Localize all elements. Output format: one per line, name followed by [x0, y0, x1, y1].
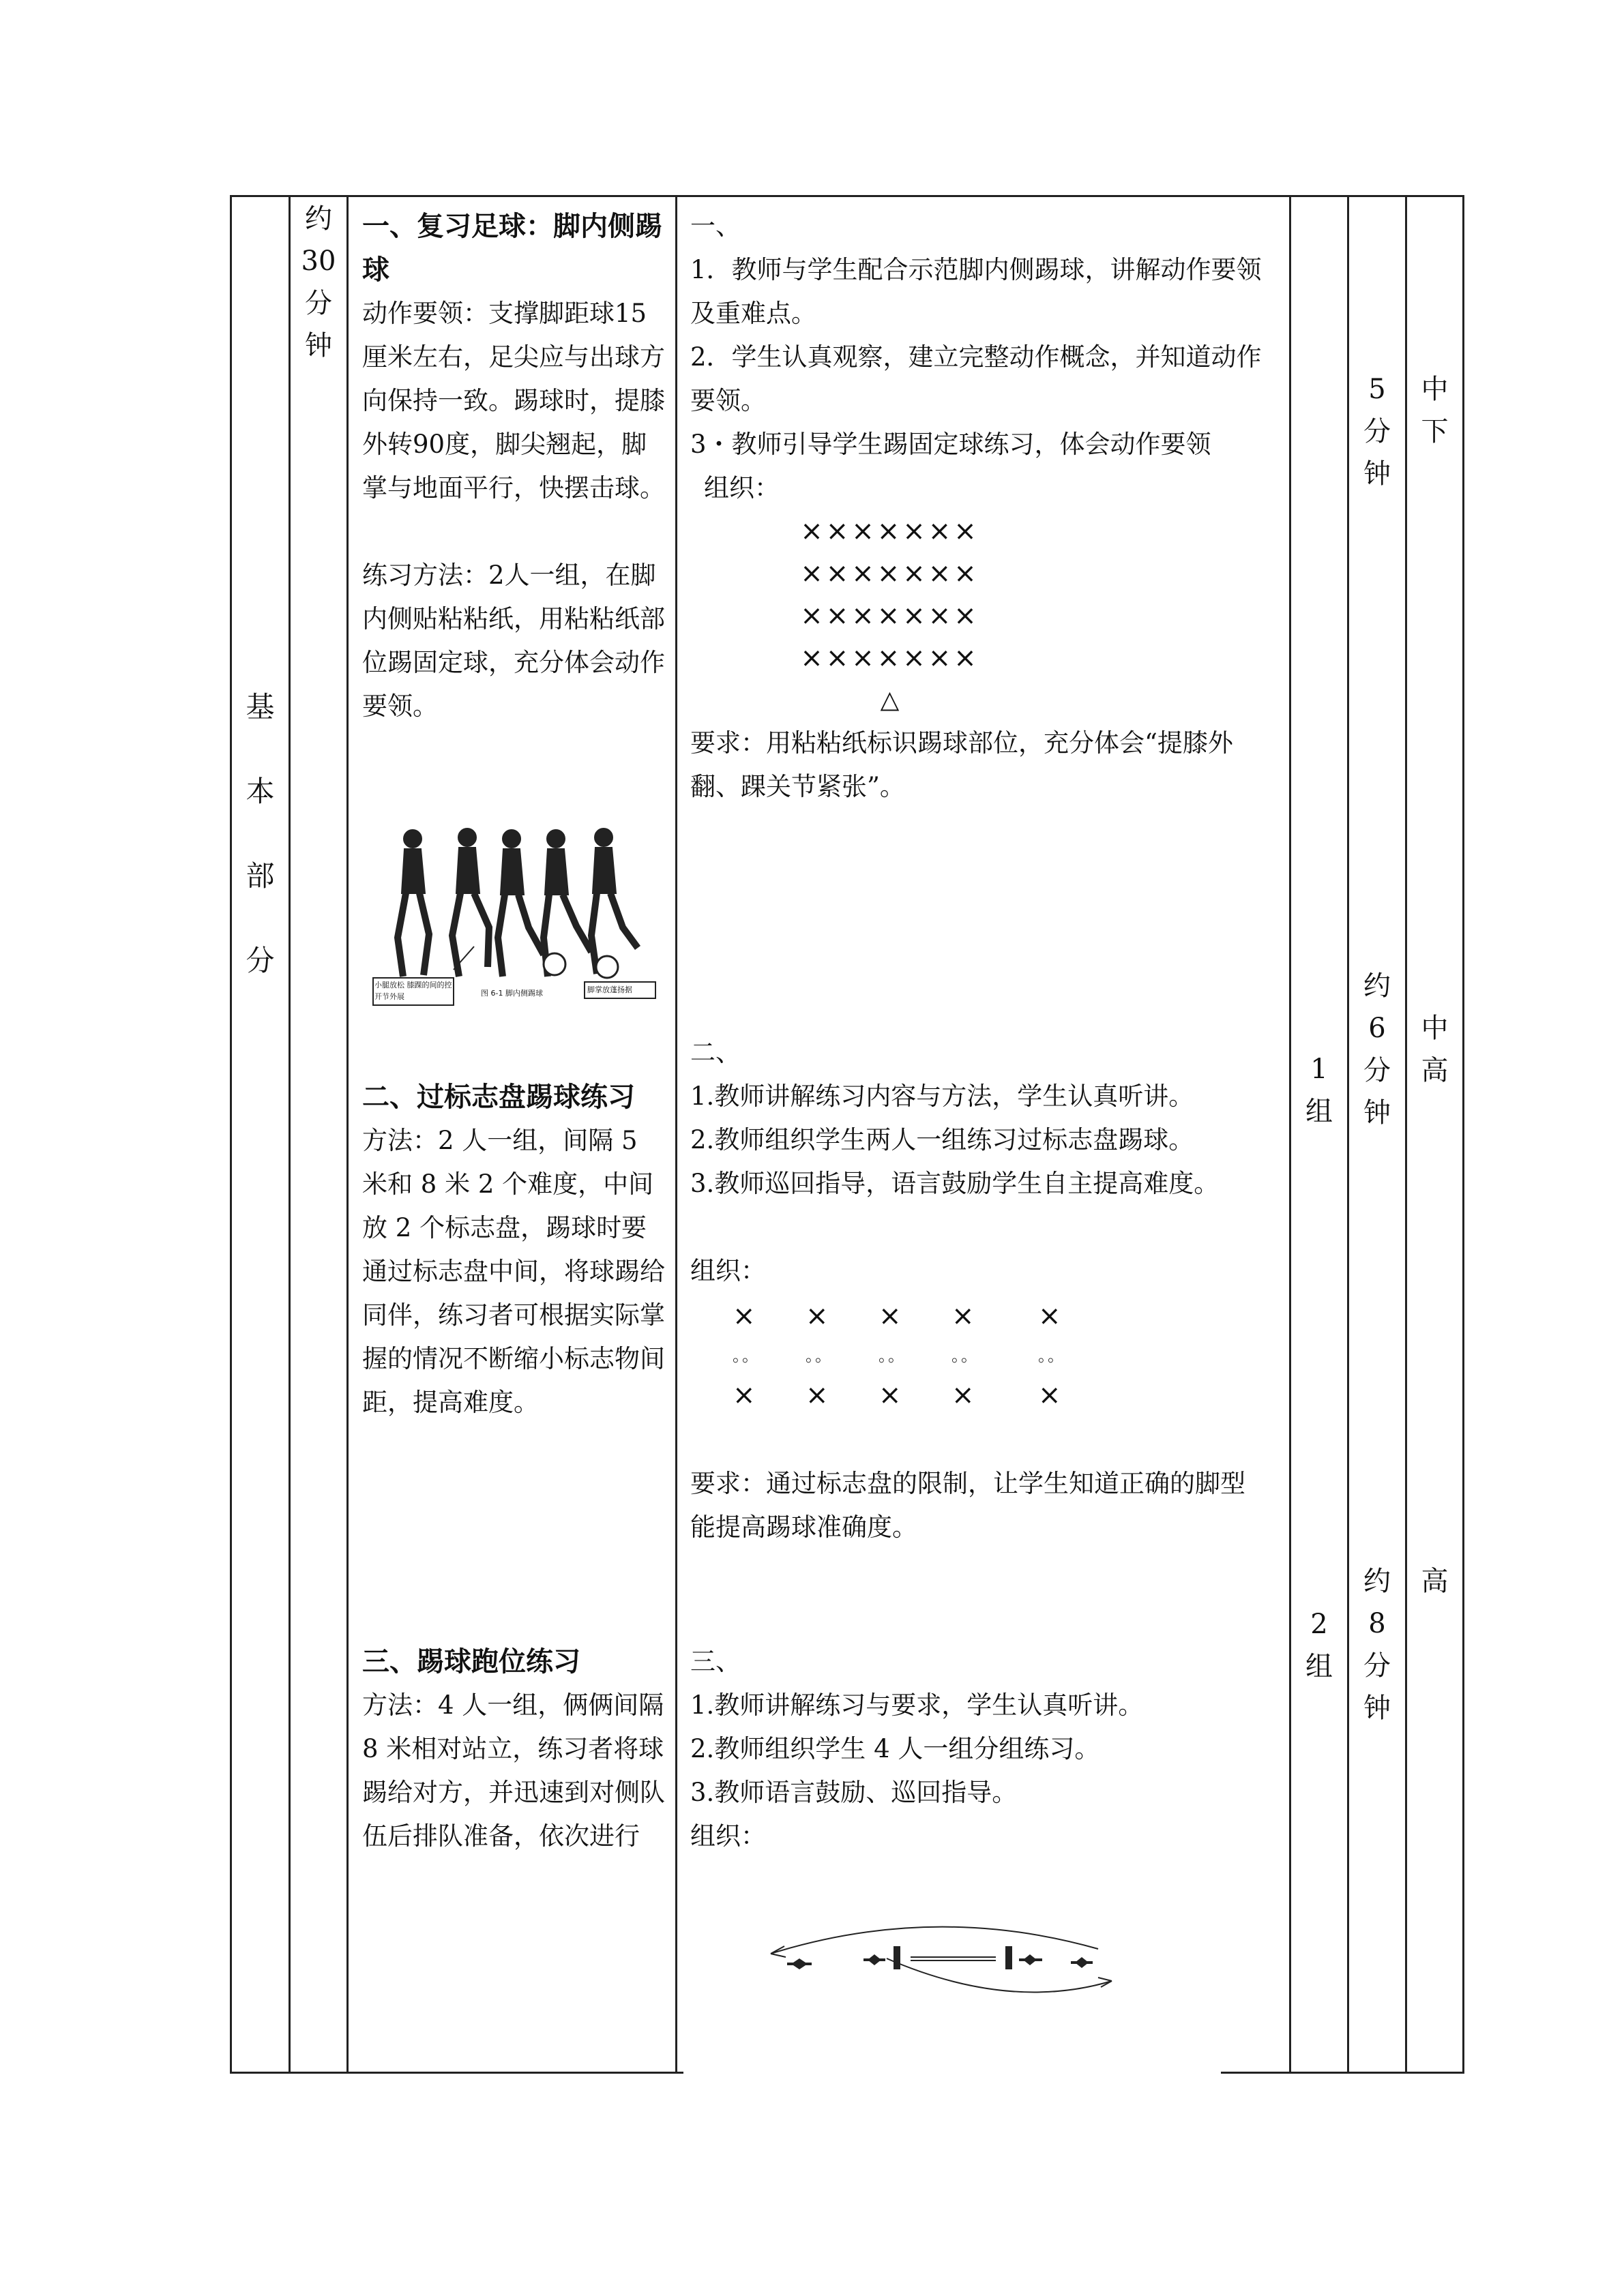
s1-title: 一、: [690, 211, 741, 241]
section-label: [232, 665, 289, 1003]
photo-caption-right: 脚掌放蓬扬据: [587, 985, 632, 994]
col-border-3: [346, 195, 349, 2074]
intensity-char: 高: [1421, 1055, 1449, 1086]
intensity-char: 中: [1421, 374, 1449, 405]
formation-row: ×××××××: [800, 642, 979, 674]
s3-org: 组织：: [690, 1821, 766, 1851]
section-label-char: 本: [246, 775, 275, 808]
teacher-marker: △: [880, 686, 900, 714]
duration-char: 分: [1363, 1650, 1391, 1682]
time-label-char: 约: [305, 203, 332, 235]
methods-section-2: [690, 1031, 1270, 1549]
photo-caption-left: 小腿放松 膝踝的间的控开节外展: [374, 981, 452, 1001]
group-number: 1: [1310, 1054, 1328, 1085]
content-part3: [362, 1640, 666, 1858]
player-mark: ×: [1038, 1380, 1061, 1411]
duration-1: [1349, 368, 1405, 495]
time-label-char: 分: [305, 288, 332, 319]
part1-title: 一、复习足球：脚内侧踢球: [362, 210, 662, 286]
duration-2: [1349, 965, 1405, 1134]
duration-char: 8: [1368, 1608, 1386, 1639]
run-drill-svg: [764, 1903, 1119, 1998]
intensity-char: 高: [1421, 1566, 1449, 1597]
formation-row: ×××××××: [800, 558, 979, 589]
intensity-1: [1407, 368, 1462, 453]
intensity-char: 中: [1421, 1013, 1449, 1044]
group-number: 2: [1310, 1609, 1328, 1640]
col-border-7: [1405, 195, 1407, 2074]
part1-method: 练习方法：2人一组，在脚内侧贴粘粘纸，用粘粘纸部位踢固定球，充分体会动作要领。: [362, 561, 665, 721]
duration-char: 分: [1363, 416, 1391, 447]
section-label-char: 部: [246, 859, 275, 893]
part2-method: 方法：2 人一组，间隔 5 米和 8 米 2 个难度，中间放 2 个标志盘，踢球时要通过标志盘中间，将球踢给同伴，练习者可根据实际掌握的情况不断缩小标志物间距，提高难度。: [362, 1126, 665, 1417]
duration-char: 6: [1368, 1013, 1386, 1044]
kick-illustration: [372, 818, 658, 1013]
s3-item: 1.教师讲解练习与要求，学生认真听讲。: [690, 1690, 1144, 1720]
photo-caption-mid: 图 6-1 脚内侧踢球: [481, 989, 543, 998]
intensity-char: 下: [1421, 416, 1449, 447]
col-border-4: [675, 195, 677, 2074]
s3-item: 2.教师组织学生 4 人一组分组练习。: [690, 1734, 1100, 1763]
col-border-8: [1462, 195, 1464, 2074]
duration-char: 约: [1363, 970, 1391, 1002]
player-mark: ×: [806, 1300, 829, 1332]
player-mark: ×: [951, 1380, 975, 1411]
part3-method: 方法：4 人一组，俩俩间隔 8 米相对站立，练习者将球踢给对方，并迅速到对侧队伍后排队准备，依次进行: [362, 1690, 665, 1851]
content-part2: [362, 1075, 666, 1425]
formation-2-row-bottom: [690, 1372, 1270, 1418]
player-mark: ×: [951, 1300, 975, 1332]
group-unit: 组: [1305, 1651, 1333, 1682]
run-drill-diagram: [764, 1903, 1119, 1998]
part2-title: 二、过标志盘踢球练习: [362, 1081, 635, 1113]
s1-item: 1．教师与学生配合示范脚内侧踢球，讲解动作要领及重难点。: [690, 255, 1262, 328]
s3-item: 3.教师语言鼓励、巡回指导。: [690, 1778, 1018, 1807]
s2-title: 二、: [690, 1038, 741, 1067]
s1-require: 要求：用粘粘纸标识踢球部位，充分体会“提膝外翻、踝关节紧张”。: [690, 728, 1233, 801]
duration-char: 钟: [1363, 1097, 1391, 1129]
section-label-char: 分: [246, 944, 275, 977]
methods-section-1: [690, 205, 1270, 809]
duration-3: [1349, 1560, 1405, 1729]
content-column: [362, 205, 666, 728]
duration-char: 钟: [1363, 458, 1391, 490]
s1-org: 组织：: [704, 473, 780, 503]
duration-char: 钟: [1363, 1693, 1391, 1724]
formation-row: ×××××××: [800, 600, 979, 631]
time-label-char: 钟: [305, 330, 332, 361]
player-mark: ×: [733, 1380, 756, 1411]
col-border-5: [1289, 195, 1291, 2074]
cone-mark: 。。: [879, 1346, 906, 1365]
player-mark: ×: [1038, 1300, 1061, 1332]
table-bottom-border-left: [230, 2072, 683, 2074]
duration-char: 约: [1363, 1566, 1391, 1597]
duration-char: 5: [1368, 374, 1386, 405]
formation-2-row-top: [690, 1293, 1270, 1339]
section-label-char: 基: [246, 690, 275, 724]
col-border-2: [289, 195, 291, 2074]
player-mark: ×: [879, 1380, 902, 1411]
duration-char: 分: [1363, 1055, 1391, 1086]
s1-item: 2．学生认真观察，建立完整动作概念，并知道动作要领。: [690, 342, 1262, 415]
formation-2-row-cones: [690, 1339, 1270, 1372]
group-2: [1291, 1603, 1347, 1688]
cone-mark: 。。: [806, 1346, 833, 1365]
s2-item: 3.教师巡回指导，语言鼓励学生自主提高难度。: [690, 1169, 1220, 1198]
cone-mark: 。。: [733, 1346, 760, 1365]
player-mark: ×: [806, 1380, 829, 1411]
cone-mark: 。。: [951, 1346, 979, 1365]
table-top-border: [230, 195, 1464, 197]
part1-essentials: 动作要领：支撑脚距球15厘米左右，足尖应与出球方向保持一致。踢球时，提膝外转90度，脚尖翘起，脚掌与地面平行，快摆击球。: [362, 299, 665, 503]
intensity-3: [1407, 1560, 1462, 1602]
s2-item: 1.教师讲解练习内容与方法，学生认真听讲。: [690, 1082, 1194, 1111]
player-mark: ×: [733, 1300, 756, 1332]
table-bottom-border-right: [1221, 2072, 1464, 2074]
methods-section-3: [690, 1640, 1270, 1858]
s2-require: 要求：通过标志盘的限制，让学生知道正确的脚型能提高踢球准确度。: [690, 1469, 1245, 1542]
s1-item: 3・教师引导学生踢固定球练习，体会动作要领: [690, 430, 1211, 459]
time-label-char: 30: [301, 245, 336, 277]
intensity-2: [1407, 1007, 1462, 1092]
cone-mark: 。。: [1038, 1346, 1065, 1365]
formation-row: ×××××××: [800, 516, 979, 547]
s2-org: 组织：: [690, 1256, 766, 1285]
time-label: [291, 198, 346, 367]
player-mark: ×: [879, 1300, 902, 1332]
s2-item: 2.教师组织学生两人一组练习过标志盘踢球。: [690, 1125, 1194, 1154]
formation-1: [690, 510, 1089, 721]
group-unit: 组: [1305, 1096, 1333, 1127]
group-1: [1291, 1048, 1347, 1133]
col-border-1: [230, 195, 232, 2074]
part3-title: 三、踢球跑位练习: [362, 1645, 580, 1678]
s3-title: 三、: [690, 1647, 741, 1676]
